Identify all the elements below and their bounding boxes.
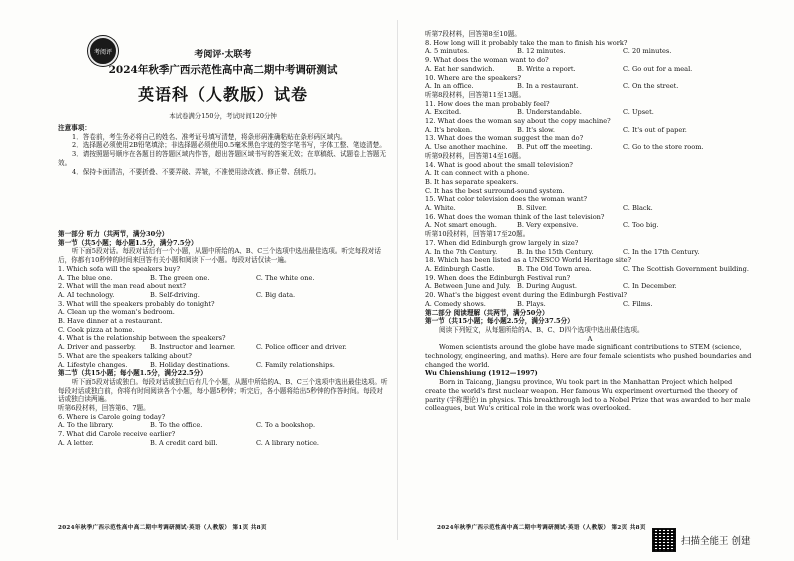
passage-heading: Wu Chienshiung (1912—1997)	[425, 369, 538, 378]
left-column	[58, 0, 388, 561]
reading-part-title: 第二部分 阅读理解（共两节，满分50分）	[425, 308, 549, 317]
question-19: 19. When does the Edinburgh Festival run?	[425, 273, 571, 282]
question-9: 9. What does the woman want to do?	[425, 56, 549, 65]
question-6: 6. Where is Carole going today?	[58, 412, 166, 421]
listening-part: 第一部分 听力（共两节，满分30分） 第一节（共5小题；每小题1.5分，满分7.5分） 听下面5段对话。每段对话后有一个小题，从题中所给的A、B、C三个选项中选出最佳选项。听完每段对话后，你都有10秒钟的时间来回答有关小题和阅读下一小题。每段对话仅读一遍。 1. Which sofa will the speakers buy? A. The blue one. B. The green one. C. The white one. 2. What will the man read about next? A. AI technology. B. Self-driving. C. Big data. 3. What will the speakers probably do tonight? A. Clean up the woman's bedroom. B. Have dinner at a restaurant. C. Cook pizza at home. 4. What is the relationship between the speakers? A. Driver and passerby. B. Instructor and learner. C. Police officer and driver. 5. What are the speakers talking about? A. Lifestyle changes. B. Holiday destinations. C. Family relationships. 第二节（共15小题；每小题1.5分，满分22.5分） 听下面5段对话或独白。每段对话或独白后有几个小题，从题中所给的A、B、C三个选项中选出最佳选项。听每段对话或独白前，你将有时间阅读各个小题，每小题5秒钟；听完后，各小题将给出5秒钟的作答时间。每段对话或独白读两遍。 听第6段材料，回答第6、7题。 6. Where is Carole going today? A. To the library. B. To the office. C. To a bookshop. 7. What did Carole receive earlier? A. A letter. B. A credit card bill. C. A library notice.	[58, 230, 388, 447]
footer-right: 2024年秋季广西示范性高中高二期中考调研测试·英语（人教版） 第2页 共8页	[437, 525, 646, 531]
question-3: 3. What will the speakers probably do tonight?	[58, 299, 215, 308]
right-column	[425, 0, 755, 561]
qr-code-icon	[652, 528, 676, 552]
passage-paragraph: Born in Taicang, Jiangsu province, Wu took part in the Manhattan Project which helped create the world's first nuclear weapon. Her famous Wu experiment overturned the theory of parity (宇称理论) in physics. This breakthrough led to a Nobel Prize that was awarded to her male colleagues, but Wu's critical role in the work was overlooked.	[425, 378, 751, 413]
passage-label: A	[587, 334, 593, 343]
exam-logo: 考阅评	[88, 36, 118, 66]
exam-title: 2024年秋季广西示范性高中高二期中考调研测试	[108, 64, 338, 76]
column-divider	[397, 20, 398, 540]
question-10: 10. Where are the speakers?	[425, 73, 522, 82]
question-8: 8. How long will it probably take the man to finish his work?	[425, 38, 628, 47]
footer-left: 2024年秋季广西示范性高中高二期中考调研测试·英语（人教版） 第1页 共8页	[58, 525, 267, 531]
subject-title: 英语科（人教版）试卷	[137, 85, 308, 104]
badge-text: 考阅评·太联考	[194, 50, 252, 60]
question-7: 7. What did Carole receive earlier?	[58, 430, 176, 439]
question-18: 18. Which has been listed as a UNESCO World Heritage site?	[425, 256, 632, 265]
question-4: 4. What is the relationship between the speakers?	[58, 334, 226, 343]
question-17: 17. When did Edinburgh grow largely in size?	[425, 238, 579, 247]
notice-block: 注意事项： 1．答卷前，考生务必将自己的姓名、准考证号填写清楚，将条形码准确粘贴在条形码区域内。 2．选择题必须使用2B铅笔填涂；非选择题必须使用0.5毫米黑色字迹的签字笔书写，字体工整、笔迹清楚。 3．请按照题号顺序在各题目的答题区域内作答，超出答题区域书写的答案无效；在草稿纸、试题卷上答题无效。 4．保持卡面清洁，不要折叠、不要弄破、弄皱，不准使用涂改液、修正带、刮纸刀。	[58, 124, 387, 176]
question-13: 13. What does the woman suggest the man do?	[425, 134, 584, 143]
listening-continued: 听第7段材料，回答第8至10题。 8. How long will it probably take the man to finish his work? A. 5 minutes. B. 12 minutes. C. 20 minutes. 9. What does the woman want to do? A. Eat her sandwich. B. Write a report. C. Go out for a meal. 10. Where are the speakers? A. In an office. B. In a restaurant. C. On the street. 听第8段材料，回答第11至13题。 11. How does the man probably feel? A. Excited. B. Understandable. C. Upset. 12. What does the woman say about the copy machine? A. It's broken. B. It's slow. C. It's out of paper. 13. What does the woman suggest the man do? A. Use another machine. B. Put off the meeting. C. Go to the store room. 听第9段材料，回答第14至16题。 14. What is good about the small television? A. It can connect with a phone. B. It has separate speakers. C. It has the best surround-sound system. 15. What color television does the woman want? A. White. B. Silver. C. Black. 16. What does the woman think of the last television? A. Not smart enough. B. Very expensive. C. Too big. 听第10段材料，回答第17至20题。 17. When did Edinburgh grow largely in size? A. In the 7th Century. B. In the 15th Century. C. In the 17th Century. 18. Which has been listed as a UNESCO World Heritage site? A. Edinburgh Castle. B. The Old Town area. C. The Scottish Government building. 19. When does the Edinburgh Festival run? A. Between June and July. B. During August. C. In December. 20. What's the biggest event during the Edinburgh Festival? A. Comedy shows. B. Plays. C. Films. 第二部分 阅读理解（共两节，满分50分） 第一节（共15小题；每小题2.5分，满分37.5分） 阅读下列短文，从每题所给的A、B、C、D四个选项中选出最佳选项。 A Women scientists around the globe have made significant contributions to STEM (science, technology, engineering, and maths). Here are four female scientists who pushed boundaries and changed the world. Wu Chienshiung (1912—1997) Born in Taicang, Jiangsu province, Wu took part in the Manhattan Project which helped create the world's first nuclear weapon. Her famous Wu experiment overturned the theory of parity (宇称理论) in physics. This breakthrough led to a Nobel Prize that was awarded to her male colleagues, but Wu's critical role in the work was overlooked.	[425, 30, 755, 413]
question-5: 5. What are the speakers talking about?	[58, 351, 192, 360]
passage-paragraph: Women scientists around the globe have made significant contributions to STEM (science, technology, engineering, and maths). Here are four female scientists who pushed boundaries and changed the world.	[425, 343, 752, 369]
question-15: 15. What color television does the woman want?	[425, 195, 588, 204]
question-12: 12. What does the woman say about the copy machine?	[425, 117, 611, 126]
exam-meta: 本试卷满分150分，考试时间120分钟	[169, 112, 277, 120]
question-14: 14. What is good about the small television?	[425, 160, 573, 169]
question-11: 11. How does the man probably feel?	[425, 99, 550, 108]
scanner-watermark: 扫描全能王 创建	[681, 536, 751, 547]
question-16: 16. What does the woman think of the last television?	[425, 212, 605, 221]
question-20: 20. What's the biggest event during the Edinburgh Festival?	[425, 291, 628, 300]
question-1: 1. Which sofa will the speakers buy?	[58, 264, 181, 273]
question-2: 2. What will the man read about next?	[58, 282, 187, 291]
